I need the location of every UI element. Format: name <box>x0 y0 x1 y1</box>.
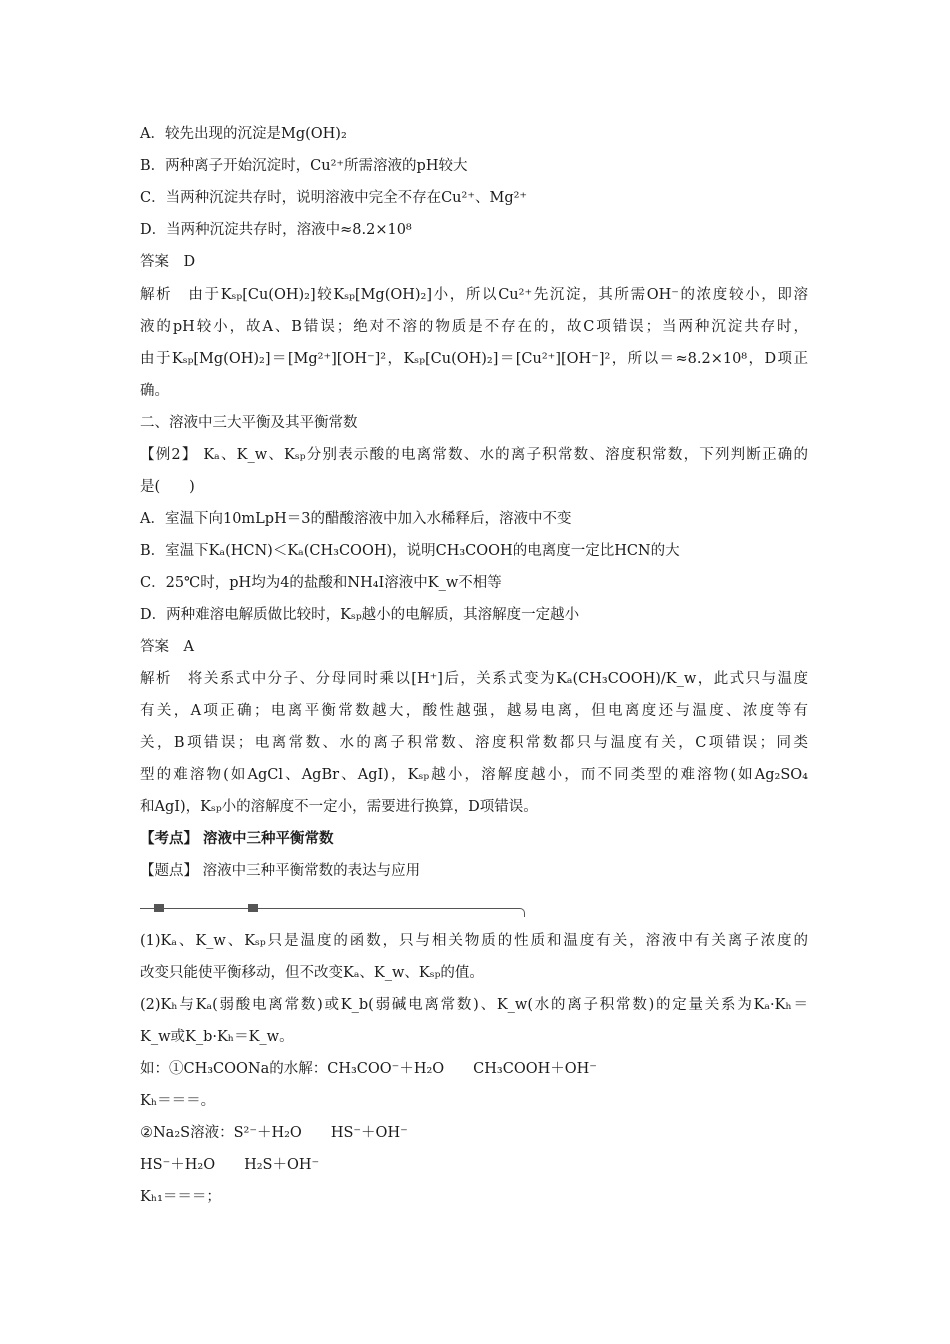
tidian-line: 【题点】 溶液中三种平衡常数的表达与应用 <box>140 863 421 879</box>
tip-2-line-2: K_w或K_b·Kₕ＝K_w。 <box>140 1029 294 1045</box>
example-2-stem-line-2: 是( ) <box>140 479 195 495</box>
tip-1-line-1: (1)Kₐ、K_w、Kₛₚ只是温度的函数，只与相关物质的性质和温度有关，溶液中有关离子浓度的 <box>140 933 808 949</box>
analysis-line-3: 由于Kₛₚ[Mg(OH)₂]＝[Mg²⁺][OH⁻]²，Kₛₚ[Cu(OH)₂]＝[Cu²⁺][OH⁻]²，所以＝≈8.2×10⁸，D项正 <box>140 351 808 367</box>
example-na2s: ②Na₂S溶液：S²⁻＋H₂O HS⁻＋OH⁻ <box>140 1125 408 1141</box>
ex2-option-c: C．25℃时，pH均为4的盐酸和NH₄I溶液中K_w不相等 <box>140 575 502 591</box>
option-d-line: D．当两种沉淀共存时，溶液中≈8.2×10⁸ <box>140 222 412 238</box>
tip-2-line-1: (2)Kₕ与Kₐ(弱酸电离常数)或K_b(弱碱电离常数)、K_w(水的离子积常数)的定量关系为Kₐ·Kₕ＝ <box>140 997 808 1013</box>
option-a-line: A．较先出现的沉淀是Mg(OH)₂ <box>140 126 347 142</box>
kh-expression: Kₕ＝＝＝。 <box>140 1093 216 1109</box>
analysis-line-2: 液的pH较小，故A、B错误；绝对不溶的物质是不存在的，故C项错误；当两种沉淀共存时， <box>140 319 808 335</box>
kaodian-line: 【考点】 溶液中三种平衡常数 <box>140 830 334 847</box>
tip-1-line-2: 改变只能使平衡移动，但不改变Kₐ、K_w、Kₛₚ的值。 <box>140 965 484 981</box>
ex2-option-a: A．室温下向10mLpH＝3的醋酸溶液中加入水稀释后，溶液中不变 <box>140 511 572 527</box>
ex2-analysis-line-2: 有关，A项正确；电离平衡常数越大，酸性越强，越易电离，但电离度还与温度、浓度等有 <box>140 703 808 719</box>
ex2-analysis-line-4: 型的难溶物(如AgCl、AgBr、AgI)，Kₛₚ越小，溶解度越小，而不同类型的难溶物(如Ag₂SO₄ <box>140 767 808 783</box>
ex2-analysis-line-5: 和AgI)，Kₛₚ小的溶解度不一定小，需要进行换算，D项错误。 <box>140 799 538 815</box>
option-c-line: C．当两种沉淀共存时，说明溶液中完全不存在Cu²⁺、Mg²⁺ <box>140 190 528 206</box>
thinking-tips-header <box>140 897 520 919</box>
analysis-line-1: 解析 由于Kₛₚ[Cu(OH)₂]较Kₛₚ[Mg(OH)₂]小，所以Cu²⁺先沉淀，其所需OH⁻的浓度较小，即溶 <box>140 287 808 303</box>
example-2-stem-line-1: 【例2】 Kₐ、K_w、Kₛₚ分别表示酸的电离常数、水的离子积常数、溶度积常数，下列判断正确的 <box>140 447 808 463</box>
header-dash-right <box>248 904 258 912</box>
kh1-expression: Kₕ₁＝＝＝； <box>140 1189 221 1205</box>
option-b-line: B．两种离子开始沉淀时，Cu²⁺所需溶液的pH较大 <box>140 158 468 174</box>
example-ch3coona: 如：①CH₃COONa的水解：CH₃COO⁻＋H₂O CH₃COOH＋OH⁻ <box>140 1061 597 1077</box>
hs-hydrolysis: HS⁻＋H₂O H₂S＋OH⁻ <box>140 1157 320 1173</box>
ex2-option-d: D．两种难溶电解质做比较时，Kₛₚ越小的电解质，其溶解度一定越小 <box>140 607 580 623</box>
ex2-answer: 答案 A <box>140 639 194 655</box>
header-dash-left <box>154 904 164 912</box>
answer-line: 答案 D <box>140 254 196 270</box>
header-rule-end <box>518 908 525 917</box>
ex2-option-b: B．室温下Kₐ(HCN)＜Kₐ(CH₃COOH)，说明CH₃COOH的电离度一定比HCN的大 <box>140 543 680 559</box>
analysis-line-4: 确。 <box>140 383 169 399</box>
section-heading: 二、溶液中三大平衡及其平衡常数 <box>140 415 358 431</box>
ex2-analysis-line-1: 解析 将关系式中分子、分母同时乘以[H⁺]后，关系式变为Kₐ(CH₃COOH)/K_w，此式只与温度 <box>140 671 808 687</box>
header-rule <box>140 908 518 909</box>
ex2-analysis-line-3: 关，B项错误；电离常数、水的离子积常数、溶度积常数都只与温度有关，C项错误；同类 <box>140 735 808 751</box>
